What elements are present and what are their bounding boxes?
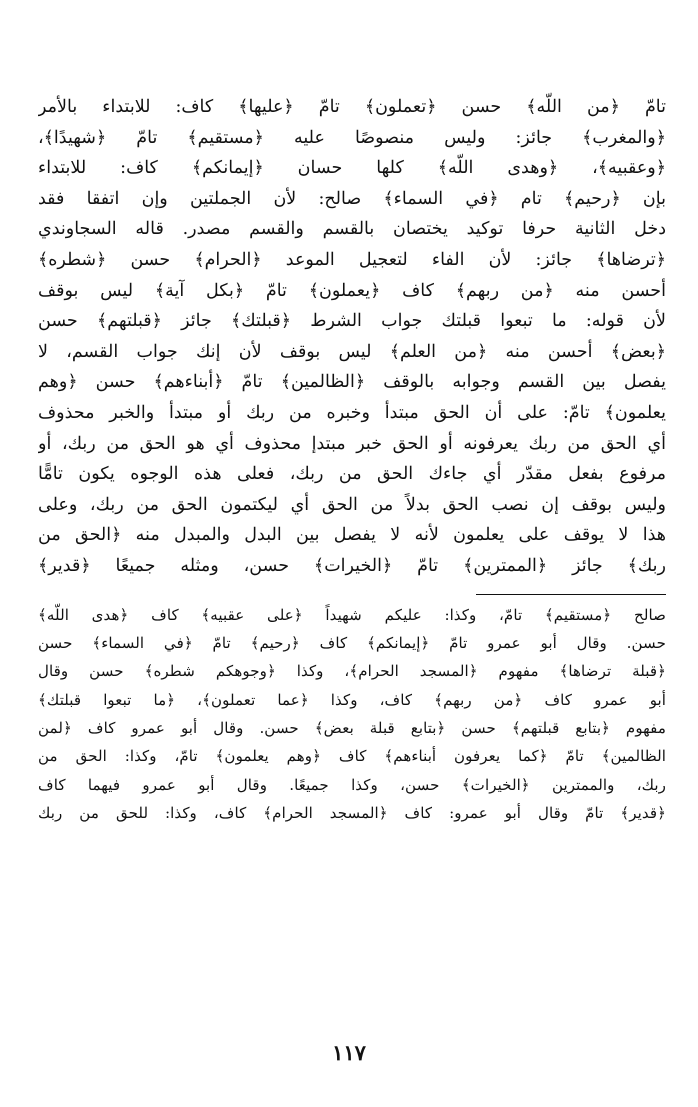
page-number: ١١٧ [332,1040,366,1065]
page [38,92,666,828]
main-line: دخل الثانية حرفا توكيد يختصان بالقسم والقسم مصدر. قاله السجاوندي [38,219,666,240]
main-line: هذا لا يوقف على يعلمون لأنه لا يفصل بين البدل والمبدل منه ﴿الحق من [38,525,666,546]
main-line: ﴿ترضاها﴾ جائز: لأن الفاء لتعجيل الموعد ﴿الحرام﴾ حسن ﴿شطره﴾ [38,249,666,270]
main-line: يفصل بين القسم وجوابه بالوقف ﴿الظالمين﴾ تامّ ﴿أبناءهم﴾ حسن ﴿وهم [38,372,666,393]
footnote-line: ﴿قدير﴾ تامّ وقال أبو عمرو: كاف ﴿المسجد الحرام﴾ كاف، وكذا: للحق من ربك [38,804,666,823]
footnote-line: مفهوم ﴿بتابع قبلتهم﴾ حسن ﴿بتابع قبلة بعض﴾ حسن. وقال أبو عمرو كاف ﴿لمن [38,719,666,738]
footnote-line: أبو عمرو كاف ﴿من ربهم﴾ كاف، وكذا ﴿عما تعملون﴾، ﴿ما تبعوا قبلتك﴾ [38,690,666,709]
footnote-line: الظالمين﴾ تامّ ﴿كما يعرفون أبناءهم﴾ كاف ﴿وهم يعلمون﴾ تامّ، وكذا: الحق من [38,747,666,766]
footnote-line: حسن. وقال أبو عمرو تامّ ﴿إيمانكم﴾ كاف ﴿رحيم﴾ تامّ ﴿في السماء﴾ حسن [38,633,666,652]
footnote-line: ﴿قبلة ترضاها﴾ مفهوم ﴿المسجد الحرام﴾، وكذا ﴿وجوهكم شطره﴾ حسن وقال [38,662,666,681]
main-line: مرفوع بفعل مقدّر أي جاءك الحق من ربك، فعلى هذه الوجوه يكون تامًّا [38,464,666,485]
main-line: لأن قوله: ما تبعوا قبلتك جواب الشرط ﴿قبلتك﴾ جائز ﴿قبلتهم﴾ حسن [38,311,666,332]
footnote-line: صالح ﴿مستقيم﴾ تامّ، وكذا: عليكم شهيداً ﴿على عقبيه﴾ كاف ﴿هدى اللّه﴾ [38,605,666,624]
footnotes [38,601,666,828]
footnote-divider [476,594,666,595]
main-line: ﴿وعقبيه﴾، ﴿وهدى اللّه﴾ كلها حسان ﴿إيمانكم﴾ كاف: للابتداء [38,158,666,179]
main-text [38,92,666,582]
main-line: ﴿والمغرب﴾ جائز: وليس منصوصًا عليه ﴿مستقيم﴾ تامّ ﴿شهيدًا﴾، [38,127,666,148]
main-line: أحسن منه ﴿من ربهم﴾ كاف ﴿يعملون﴾ تامّ ﴿بكل آية﴾ ليس بوقف [38,280,666,301]
main-line: تامّ ﴿من اللّه﴾ حسن ﴿تعملون﴾ تامّ ﴿عليها﴾ كاف: للابتداء بالأمر [38,97,666,117]
main-line: ربك﴾ جائز ﴿الممترين﴾ تامّ ﴿الخيرات﴾ حسن، ومثله جميعًا ﴿قدير﴾ [38,555,666,576]
main-line: أي الحق من ربك يعرفونه أو الحق خبر مبتدإ محذوف أي هو الحق من ربك، أو [38,433,666,454]
main-line: وليس بوقف إن نصب الحق بدلاً من الحق أي ليكتمون الحق من ربك، وعلى [38,494,666,515]
main-line: ﴿بعض﴾ أحسن منه ﴿من العلم﴾ ليس بوقف لأن إنك جواب القسم، لا [38,341,666,362]
footnote-line: ربك، والممترين ﴿الخيرات﴾ حسن، وكذا جميعًا. وقال أبو عمرو فيهما كاف [38,775,666,794]
main-line: يعلمون﴾ تامّ: على أن الحق مبتدأ وخبره من ربك أو مبتدأ والخبر محذوف [38,402,666,423]
main-line: بإن ﴿رحيم﴾ تام ﴿في السماء﴾ صالح: لأن الجملتين وإن اتفقا فقد [38,188,666,209]
